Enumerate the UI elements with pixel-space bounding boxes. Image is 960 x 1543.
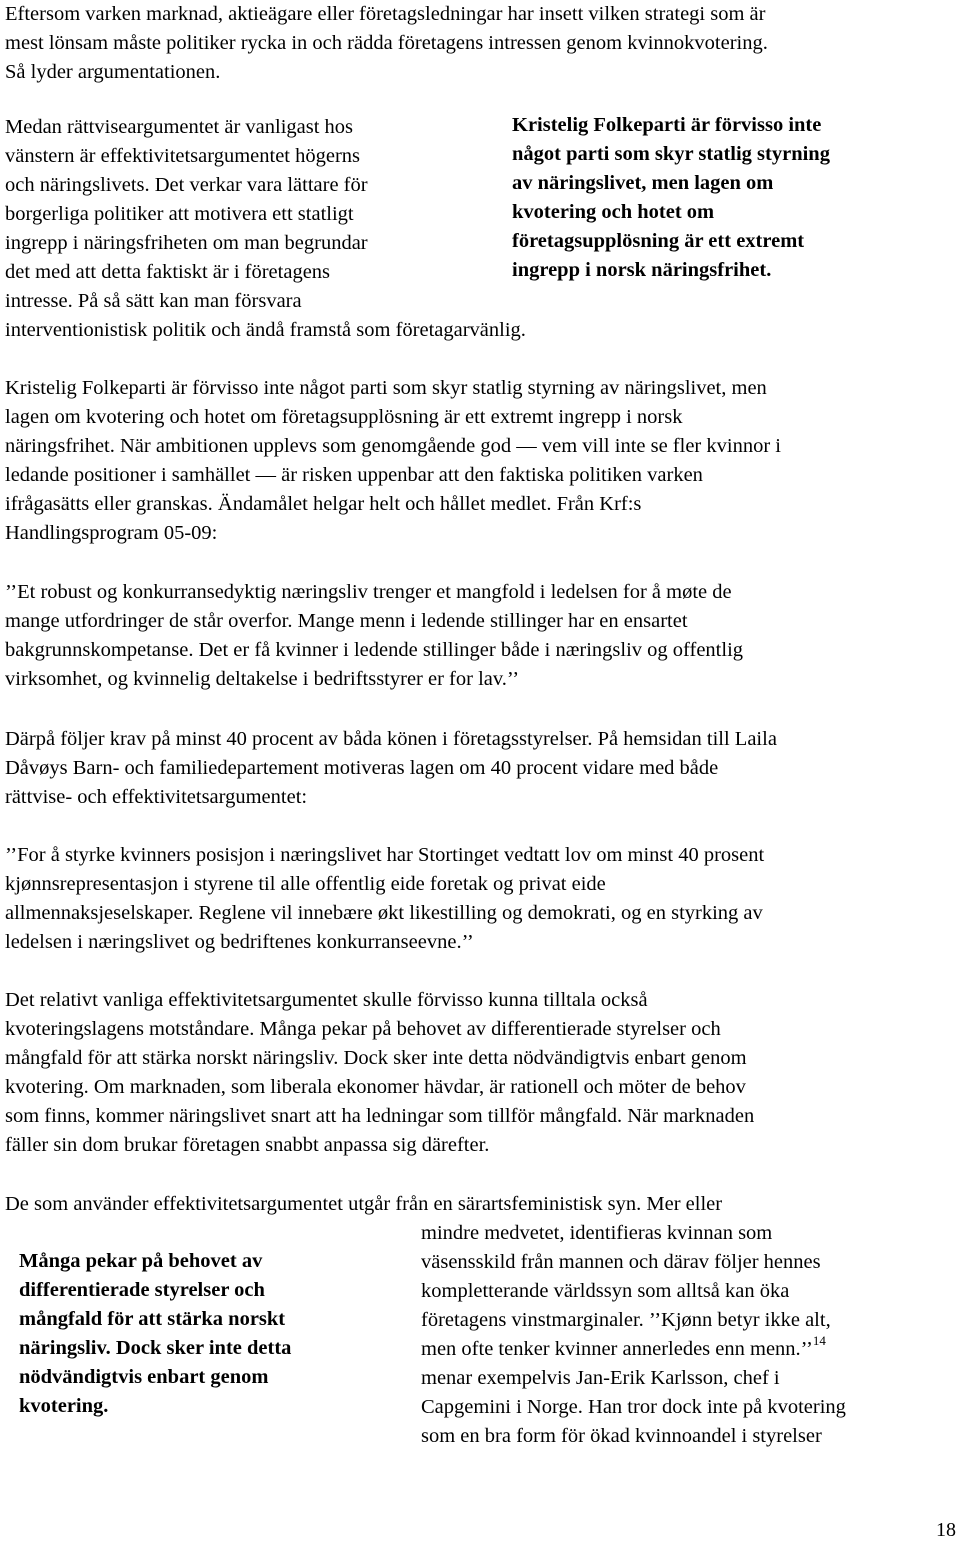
para6-column-line-5-text: men ofte tenker kvinner annerledes enn menn.’’ xyxy=(421,1338,813,1360)
para6-column-line-4: företagens vinstmarginaler. ’’Kjønn betyr ikke alt, xyxy=(421,1309,831,1331)
para5-line-1: Det relativt vanliga effektivitetsargumentet skulle förvisso kunna tilltala också xyxy=(5,989,648,1011)
para6-column-line-7: Capgemini i Norge. Han tror dock inte på kvotering xyxy=(421,1396,846,1418)
intro-line-3: Så lyder argumentationen. xyxy=(5,61,221,83)
para4-line-3: rättvise- och effektivitetsargumentet: xyxy=(5,786,308,808)
para2-line-6: det med att detta faktiskt är i företagens xyxy=(5,261,331,283)
pullquote1-line-1: Kristelig Folkeparti är förvisso inte xyxy=(512,114,822,136)
para2-line-1: Medan rättviseargumentet är vanligast hos xyxy=(5,116,354,138)
para5-line-6: fäller sin dom brukar företagen snabbt anpassa sig därefter. xyxy=(5,1134,490,1156)
page-number: 18 xyxy=(936,1519,956,1541)
para5-line-4: kvotering. Om marknaden, som liberala ekonomer hävdar, är rationell och möter de behov xyxy=(5,1076,746,1098)
para2-line-5: ingrepp i näringsfriheten om man begrundar xyxy=(5,232,368,254)
para2-line-2: vänstern är effektivitetsargumentet högerns xyxy=(5,145,361,167)
pullquote1-line-2: något parti som skyr statlig styrning xyxy=(512,143,830,165)
quote2-line-2: kjønnsrepresentasjon i styrene til alle offentlig eide foretak og privat eide xyxy=(5,873,606,895)
para2-line-7: intresse. På så sätt kan man försvara xyxy=(5,290,302,312)
para3-line-1: Kristelig Folkeparti är förvisso inte något parti som skyr statlig styrning av näringslivet, men xyxy=(5,377,767,399)
para2-line-3: och näringslivets. Det verkar vara lättare för xyxy=(5,174,368,196)
para6-column-line-1: mindre medvetet, identifieras kvinnan som xyxy=(421,1222,773,1244)
pullquote2-line-5: nödvändigtvis enbart genom xyxy=(19,1366,269,1388)
quote1-line-4: virksomhet, og kvinnelig deltakelse i bedriftsstyrer er for lav.’’ xyxy=(5,668,520,690)
para6-column-line-6: menar exempelvis Jan-Erik Karlsson, chef i xyxy=(421,1367,780,1389)
quote1-line-3: bakgrunnskompetanse. Det er få kvinner i ledende stillinger både i næringsliv og offentlig xyxy=(5,639,744,661)
pullquote1-line-5: företagsupplösning är ett extremt xyxy=(512,230,805,252)
footnote-ref[interactable]: 14 xyxy=(812,1333,826,1348)
para4-line-1: Därpå följer krav på minst 40 procent av båda könen i företagsstyrelser. På hemsidan till Laila xyxy=(5,728,777,750)
quote2-line-1: ’’For å styrke kvinners posisjon i næringslivet har Stortinget vedtatt lov om minst 40 prosent xyxy=(5,844,765,866)
quote2-line-3: allmennaksjeselskaper. Reglene vil innebære økt likestilling og demokrati, og en styrking av xyxy=(5,902,763,924)
para6-column-line-8: som en bra form för ökad kvinnoandel i styrelser xyxy=(421,1425,822,1447)
para5-line-2: kvoteringslagens motståndare. Många pekar på behovet av differentierade styrelser och xyxy=(5,1018,721,1040)
para3-line-4: ledande positioner i samhället — är risken uppenbar att den faktiska politiken varken xyxy=(5,464,703,486)
quote2-line-4: ledelsen i næringslivet og bedriftenes konkurranseevne.’’ xyxy=(5,931,474,953)
pullquote2-line-6: kvotering. xyxy=(19,1395,109,1417)
para6-first-line: De som använder effektivitetsargumentet utgår från en särartsfeministisk syn. Mer eller xyxy=(5,1193,723,1215)
pullquote2-line-2: differentierade styrelser och xyxy=(19,1279,265,1301)
para6-column-line-5 xyxy=(421,1335,826,1364)
para3-line-5: ifrågasätts eller granskas. Ändamålet helgar helt och hållet medlet. Från Krf:s xyxy=(5,493,642,515)
para6-column-line-3: kompletterande världssyn som alltså kan öka xyxy=(421,1280,790,1302)
pullquote2-line-3: mångfald för att stärka norskt xyxy=(19,1308,286,1330)
para2-line-8: interventionistisk politik och ändå framstå som företagarvänlig. xyxy=(5,319,526,341)
pullquote2-line-4: näringsliv. Dock sker inte detta xyxy=(19,1337,292,1359)
pullquote1-line-3: av näringslivet, men lagen om xyxy=(512,172,774,194)
para6-column-line-2: väsensskild från mannen och därav följer hennes xyxy=(421,1251,821,1273)
para2-line-4: borgerliga politiker att motivera ett statligt xyxy=(5,203,354,225)
para3-line-6: Handlingsprogram 05-09: xyxy=(5,522,218,544)
pullquote1-line-6: ingrepp i norsk näringsfrihet. xyxy=(512,259,772,281)
para4-line-2: Dåvøys Barn- och familiedepartement motiveras lagen om 40 procent vidare med både xyxy=(5,757,719,779)
intro-line-2: mest lönsam måste politiker rycka in och rädda företagens intressen genom kvinnokvotering. xyxy=(5,32,768,54)
pullquote2-line-1: Många pekar på behovet av xyxy=(19,1250,263,1272)
para5-line-5: som finns, kommer näringslivet snart att ha ledningar som tillför mångfald. När marknaden xyxy=(5,1105,755,1127)
quote1-line-2: mange utfordringer de står overfor. Mange menn i ledende stillinger har en ensartet xyxy=(5,610,688,632)
para5-line-3: mångfald för att stärka norskt näringsliv. Dock sker inte detta nödvändigtvis enbart genom xyxy=(5,1047,747,1069)
intro-line-1: Eftersom varken marknad, aktieägare eller företagsledningar har insett vilken strategi som är xyxy=(5,3,766,25)
quote1-line-1: ’’Et robust og konkurransedyktig næringsliv trenger et mangfold i ledelsen for å møte de xyxy=(5,581,732,603)
para3-line-2: lagen om kvotering och hotet om företagsupplösning är ett extremt ingrepp i norsk xyxy=(5,406,683,428)
para3-line-3: näringsfrihet. När ambitionen upplevs som genomgående god — vem vill inte se fler kvinnor i xyxy=(5,435,781,457)
pullquote1-line-4: kvotering och hotet om xyxy=(512,201,715,223)
